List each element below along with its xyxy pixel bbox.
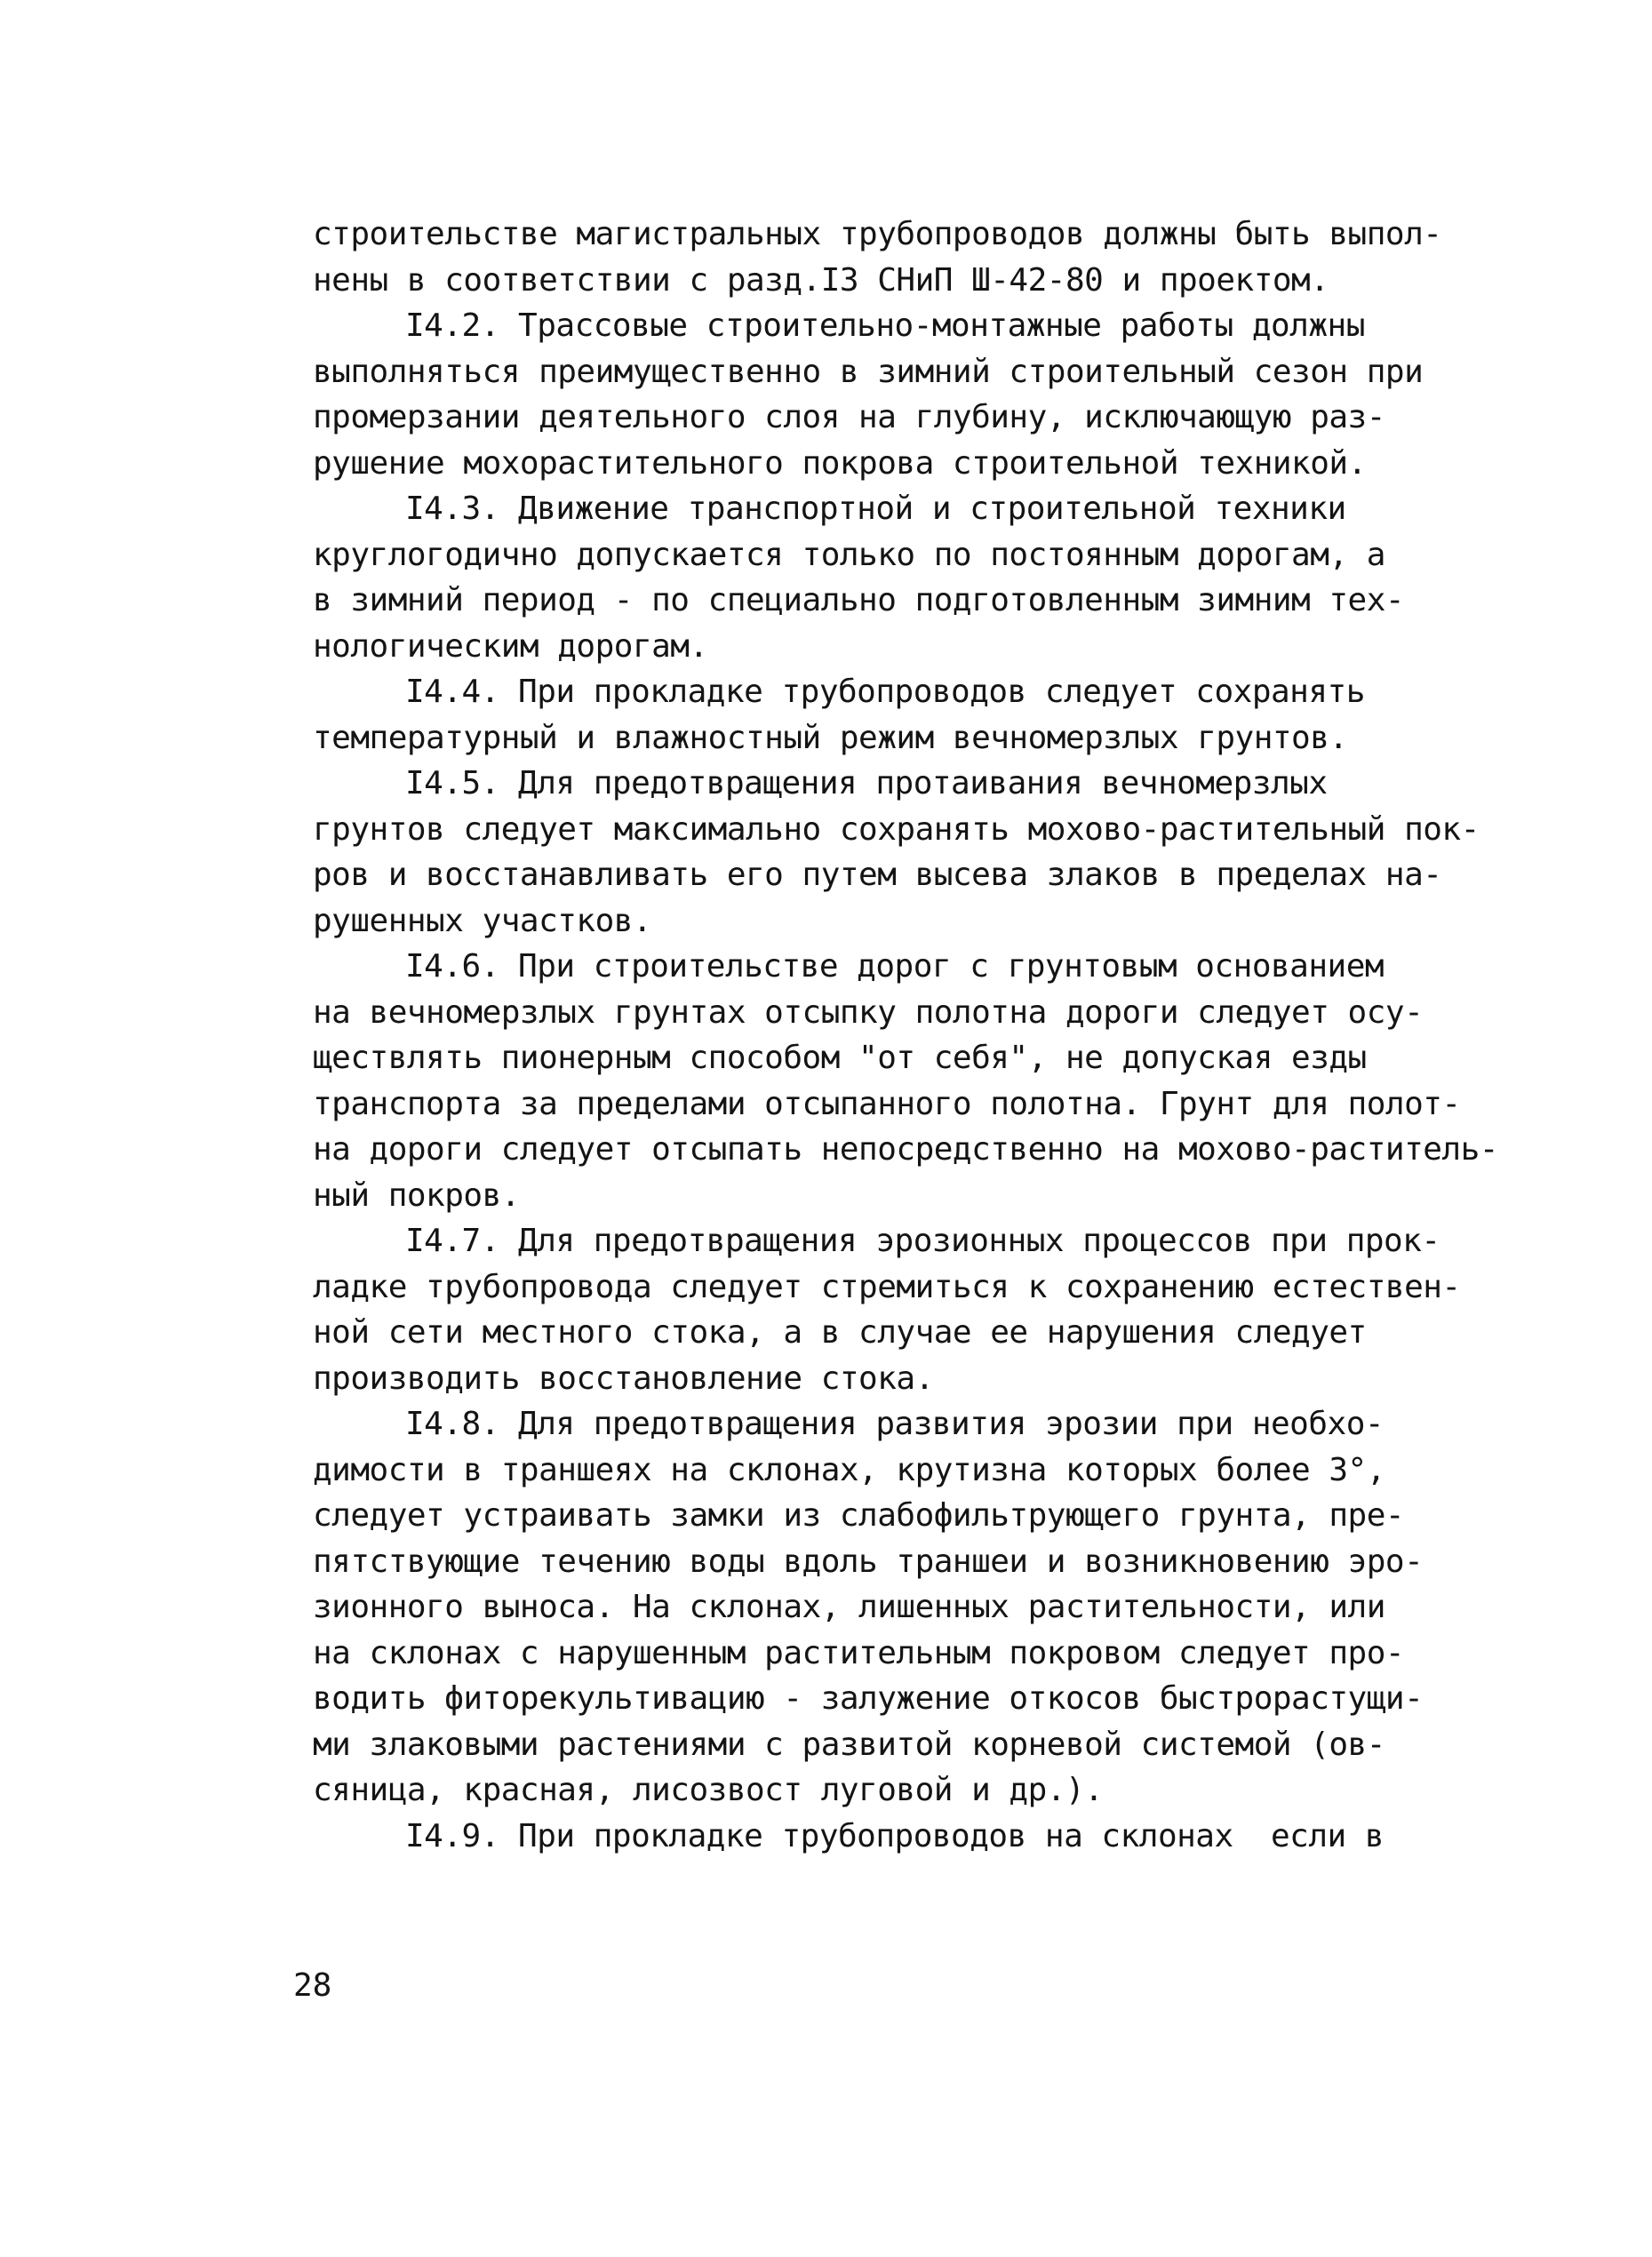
text-line: зионного выноса. На склонах, лишенных растительности, или: [313, 1589, 1385, 1625]
text-line: транспорта за пределами отсыпанного полотна. Грунт для полот-: [313, 1085, 1461, 1122]
text-line: выполняться преимущественно в зимний строительный сезон при: [313, 353, 1424, 390]
text-line: промерзании деятельного слоя на глубину, исключающую раз-: [313, 399, 1385, 435]
text-line: рушение мохорастительного покрова строительной техникой.: [313, 444, 1367, 482]
text-line: димости в траншеях на склонах, крутизна которых более 3°,: [313, 1451, 1385, 1488]
page-number: 28: [293, 1967, 332, 2004]
text-line: производить восстановление стока.: [313, 1360, 934, 1397]
paragraph-14-3-start: I4.3. Движение транспортной и строительной техники: [405, 490, 1346, 527]
text-line: рушенных участков.: [313, 902, 652, 939]
text-line: на склонах с нарушенным растительным покровом следует про-: [313, 1634, 1405, 1671]
text-line: круглогодично допускается только по постоянным дорогам, а: [313, 536, 1385, 573]
paragraph-14-4-start: I4.4. При прокладке трубопроводов следует сохранять: [405, 674, 1365, 710]
text-line: пятствующие течению воды вдоль траншеи и возникновению эро-: [313, 1543, 1424, 1580]
text-line: нены в соответствии с разд.I3 СНиП Ш-42-80 и проектом.: [313, 261, 1329, 299]
text-line: температурный и влажностный режим вечномерзлых грунтов.: [313, 719, 1348, 756]
text-line: ров и восстанавливать его путем высева злаков в пределах на-: [313, 857, 1442, 893]
text-line: ладке трубопровода следует стремиться к сохранению естествен-: [313, 1268, 1461, 1305]
paragraph-14-8-start: I4.8. Для предотвращения развития эрозии при необхо-: [405, 1406, 1385, 1442]
paragraph-14-7-start: I4.7. Для предотвращения эрозионных процессов при прок-: [405, 1223, 1441, 1259]
text-line: ществлять пионерным способом "от себя", не допуская езды: [313, 1040, 1367, 1076]
text-line: на вечномерзлых грунтах отсыпку полотна дороги следует осу-: [313, 993, 1424, 1031]
text-line: ный покров.: [313, 1176, 520, 1214]
paragraph-14-6-start: I4.6. При строительстве дорог с грунтовым основанием: [405, 948, 1385, 985]
paragraph-14-2-start: I4.2. Трассовые строительно-монтажные работы должны: [405, 307, 1365, 344]
text-line: ной сети местного стока, а в случае ее нарушения следует: [313, 1314, 1367, 1351]
text-line: ми злаковыми растениями с развитой корневой системой (ов-: [313, 1726, 1385, 1763]
text-line: на дороги следует отсыпать непосредственно на мохово-раститель-: [313, 1131, 1498, 1168]
body-text: [313, 211, 1498, 1859]
text-line: следует устраивать замки из слабофильтрующего грунта, пре-: [313, 1497, 1405, 1534]
text-line: водить фиторекультивацию - залужение откосов быстрорастущи-: [313, 1680, 1424, 1717]
text-line: нологическим дорогам.: [313, 627, 708, 665]
paragraph-14-9-start: I4.9. При прокладке трубопроводов на склонах если в: [405, 1817, 1385, 1854]
text-line: грунтов следует максимально сохранять мохово-растительный пок-: [313, 810, 1480, 848]
text-line: в зимний период - по специально подготовленным зимним тех-: [313, 582, 1405, 618]
text-line: сяница, красная, лисозвост луговой и др.).: [313, 1772, 1104, 1808]
text-line: строительстве магистральных трубопроводов должны быть выпол-: [313, 216, 1442, 252]
paragraph-14-5-start: I4.5. Для предотвращения протаивания вечномерзлых: [405, 765, 1328, 802]
